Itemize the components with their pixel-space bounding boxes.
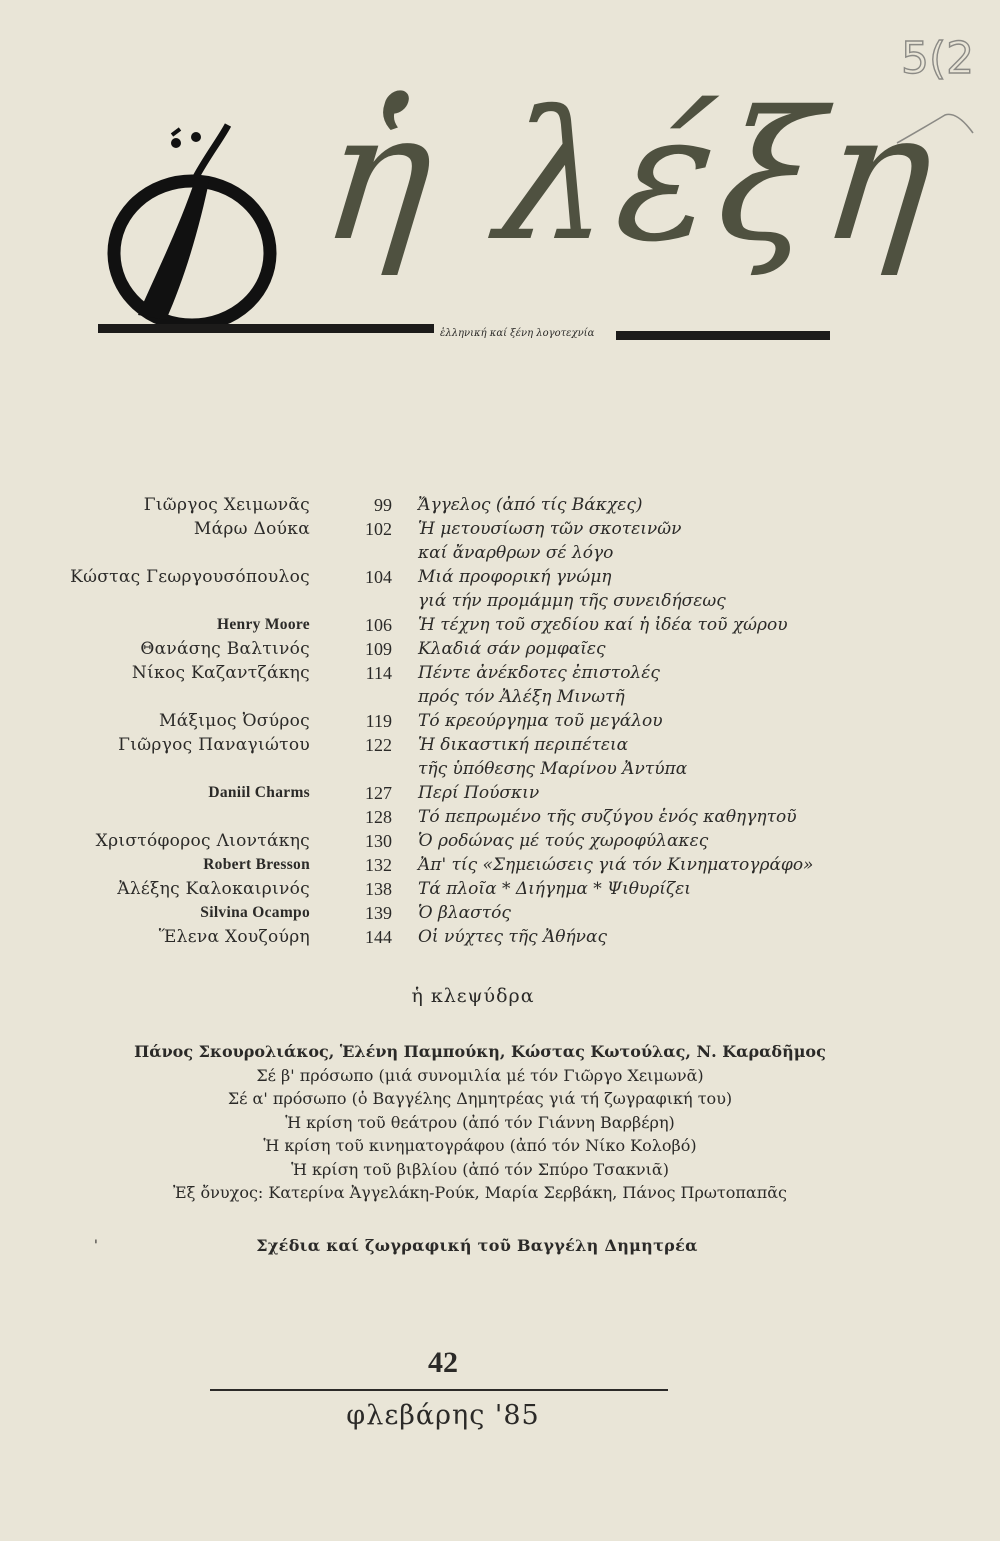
section-line: Ἡ κρίση τοῦ κινηματογράφου (ἀπό τόν Νίκο Κολοβό) (263, 1136, 697, 1155)
toc-author: Θανάσης Βαλτινός (140, 639, 310, 659)
toc-title: Τά πλοῖα * Διήγημα * Ψιθυρίζει (418, 879, 691, 899)
toc-author: Γιῶργος Χειμωνᾶς (143, 495, 310, 515)
toc-row (0, 901, 1000, 925)
toc-page-number: 106 (365, 615, 392, 635)
toc-page-number: 119 (365, 711, 392, 731)
toc-author: Daniil Charms (208, 784, 310, 801)
masthead-rule-left (98, 324, 434, 333)
toc-row (0, 829, 1000, 853)
toc-author: Μάξιμος Ὀσύρος (159, 711, 310, 731)
toc-row (0, 565, 1000, 589)
toc-row (0, 493, 1000, 517)
toc-title: Ἄγγελος (ἀπό τίς Βάκχες) (418, 495, 643, 515)
toc-row (0, 853, 1000, 877)
toc-title: Κλαδιά σάν ρομφαῖες (418, 639, 606, 659)
toc-row (0, 805, 1000, 829)
toc-page-number: 144 (365, 927, 392, 947)
stray-print-mark: ' (94, 1238, 98, 1254)
toc-page-number: 122 (365, 735, 392, 755)
toc-title: Περί Πούσκιν (418, 783, 540, 803)
toc-title: Τό κρεούργημα τοῦ μεγάλου (418, 711, 663, 731)
toc-author: Ἕλενα Χουζούρη (158, 927, 310, 947)
toc-title: Ἀπ' τίς «Σημειώσεις γιά τόν Κινηματογράφο» (418, 855, 814, 875)
toc-author: Robert Bresson (203, 856, 310, 873)
masthead-title: ἡ λέξη (314, 73, 949, 280)
toc-page-number: 99 (374, 495, 392, 515)
toc-row (0, 757, 1000, 781)
toc-row (0, 709, 1000, 733)
toc-page-number: 127 (365, 783, 392, 803)
toc-title: Τό πεπρωμένο τῆς συζύγου ἑνός καθηγητοῦ (418, 807, 797, 827)
section-line: Σέ β' πρόσωπο (μιά συνομιλία μέ τόν Γιῶργο Χειμωνᾶ) (256, 1065, 704, 1085)
toc-row (0, 661, 1000, 685)
design-credit: Σχέδια καί ζωγραφική τοῦ Βαγγέλη Δημητρέα (256, 1236, 698, 1255)
toc-title: τῆς ὑπόθεσης Μαρίνου Ἀντύπα (418, 759, 688, 779)
toc-row (0, 517, 1000, 541)
toc-author: Νίκος Καζαντζάκης (131, 663, 310, 683)
toc-row (0, 925, 1000, 949)
toc-title: Πέντε ἀνέκδοτες ἐπιστολές (418, 663, 660, 683)
toc-page-number: 138 (365, 879, 392, 899)
toc-row (0, 733, 1000, 757)
toc-title: Μιά προφορική γνώμη (418, 567, 612, 587)
toc-row (0, 685, 1000, 709)
toc-title: Ὁ βλαστός (418, 903, 511, 923)
toc-title: Ἡ τέχνη τοῦ σχεδίου καί ἡ ἰδέα τοῦ χώρου (418, 615, 788, 635)
issue-date: φλεβάρης '85 (346, 1400, 540, 1431)
toc-page-number: 132 (365, 855, 392, 875)
section-contents (0, 1040, 960, 1205)
masthead-logo (100, 115, 280, 330)
toc-page-number: 128 (365, 807, 392, 827)
toc-author: Γιῶργος Παναγιώτου (118, 735, 310, 755)
section-line: Ἐξ ὄνυχος: Κατερίνα Ἀγγελάκη-Ρούκ, Μαρία Σερβάκη, Πάνος Πρωτοπαπᾶς (172, 1183, 788, 1202)
toc-page-number: 104 (365, 567, 392, 587)
table-of-contents (0, 493, 1000, 949)
toc-row (0, 613, 1000, 637)
toc-title: Ἡ δικαστική περιπέτεια (418, 735, 629, 755)
toc-author: Κώστας Γεωργουσόπουλος (70, 567, 310, 587)
issue-divider (210, 1389, 668, 1391)
toc-author: Μάρω Δούκα (193, 519, 310, 539)
section-heading: ἡ κλεψύδρα (411, 985, 535, 1007)
issue-number: 42 (428, 1346, 458, 1379)
toc-title: πρός τόν Ἀλέξη Μινωτῆ (418, 687, 625, 707)
toc-row (0, 637, 1000, 661)
toc-title: καί ἄναρθρων σέ λόγο (418, 543, 614, 563)
section-line: Σέ α' πρόσωπο (ὁ Βαγγέλης Δημητρέας γιά τή ζωγραφική του) (227, 1089, 733, 1108)
toc-row (0, 781, 1000, 805)
toc-title: Οἱ νύχτες τῆς Ἀθήνας (418, 927, 607, 947)
toc-page-number: 130 (365, 831, 392, 851)
toc-title: Ὁ ροδώνας μέ τούς χωροφύλακες (418, 831, 709, 851)
toc-page-number: 109 (365, 639, 392, 659)
toc-page-number: 139 (365, 903, 392, 923)
section-line: Ἡ κρίση τοῦ θεάτρου (ἀπό τόν Γιάννη Βαρβέρη) (285, 1112, 675, 1132)
toc-author: Χριστόφορος Λιοντάκης (95, 831, 310, 851)
toc-author: Ἀλέξης Καλοκαιρινός (117, 879, 310, 899)
toc-page-number: 114 (365, 663, 392, 683)
masthead-subtitle: ἑλληνική καί ξένη λογοτεχνία (440, 328, 595, 339)
toc-author: Henry Moore (217, 616, 310, 633)
masthead-rule-right (616, 331, 830, 340)
section-line: Πάνος Σκουρολιάκος, Ἑλένη Παμπούκη, Κώστας Κωτούλας, Ν. Καραδῆμος (134, 1042, 826, 1061)
toc-author: Silvina Ocampo (200, 904, 310, 921)
svg-text:5(2: 5(2 (901, 33, 975, 84)
toc-row (0, 877, 1000, 901)
toc-row (0, 541, 1000, 565)
toc-title: γιά τήν προμάμμη τῆς συνειδήσεως (418, 591, 726, 611)
section-line: Ἡ κρίση τοῦ βιβλίου (ἀπό τόν Σπύρο Τσακνιᾶ) (291, 1159, 669, 1179)
toc-row (0, 589, 1000, 613)
toc-page-number: 102 (365, 519, 392, 539)
toc-title: Ἡ μετουσίωση τῶν σκοτεινῶν (418, 519, 682, 539)
